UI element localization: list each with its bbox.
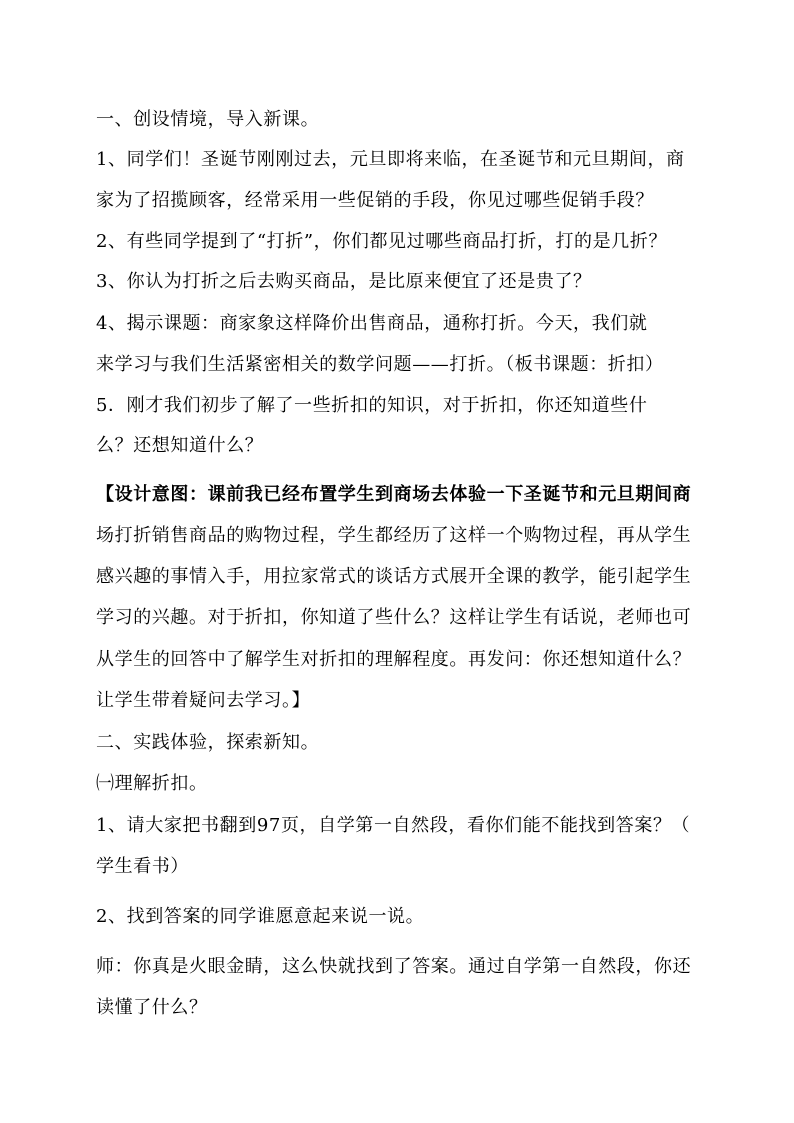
paragraph-line: 2、找到答案的同学谁愿意起来说一说。 (96, 906, 425, 927)
section-heading-2: 二、实践体验，探索新知。 (96, 732, 320, 753)
design-intent-line: 从学生的回答中了解学生对折扣的理解程度。再发问：你还想知道什么？ (96, 649, 692, 670)
paragraph-line: 读懂了什么？ (96, 997, 208, 1018)
design-intent-line: 【设计意图：课前我已经布置学生到商场去体验一下圣诞节和元旦期间商 (96, 484, 692, 505)
paragraph-line: 2、有些同学提到了“打折”，你们都见过哪些商品打折，打的是几折？ (96, 231, 668, 252)
design-intent-line: 场打折销售商品的购物过程，学生都经历了这样一个购物过程，再从学生 (96, 525, 692, 546)
subsection-heading: ㈠理解折扣。 (96, 773, 208, 794)
paragraph-line: 么？还想知道什么？ (96, 435, 264, 456)
section-heading-1: 一、创设情境，导入新课。 (96, 109, 320, 130)
paragraph-line: 学生看书） (96, 856, 189, 877)
design-intent-line: 让学生带着疑问去学习。】 (96, 690, 311, 711)
paragraph-line: 3、你认为打折之后去购买商品，是比原来便宜了还是贵了？ (96, 271, 592, 292)
design-intent-line: 感兴趣的事情入手，用拉家常式的谈话方式展开全课的教学，能引起学生 (96, 566, 692, 587)
paragraph-line: 师：你真是火眼金睛，这么快就找到了答案。通过自学第一自然段，你还 (96, 956, 692, 977)
paragraph-line: 来学习与我们生活紧密相关的数学问题——打折。（板书课题：折扣） (96, 354, 664, 375)
paragraph-line: 1、请大家把书翻到97页，自学第一自然段，看你们能不能找到答案？（ (96, 815, 691, 836)
paragraph-line: 5．刚才我们初步了解了一些折扣的知识，对于折扣，你还知道些什 (96, 395, 648, 416)
design-intent-line: 学习的兴趣。对于折扣，你知道了些什么？这样让学生有话说，老师也可 (96, 607, 692, 628)
paragraph-line: 家为了招揽顾客，经常采用一些促销的手段，你见过哪些促销手段？ (96, 190, 654, 211)
paragraph-line: 1、同学们！圣诞节刚刚过去，元旦即将来临，在圣诞节和元旦期间，商 (96, 149, 685, 170)
paragraph-line: 4、揭示课题：商家象这样降价出售商品，通称打折。今天，我们就 (96, 313, 648, 334)
